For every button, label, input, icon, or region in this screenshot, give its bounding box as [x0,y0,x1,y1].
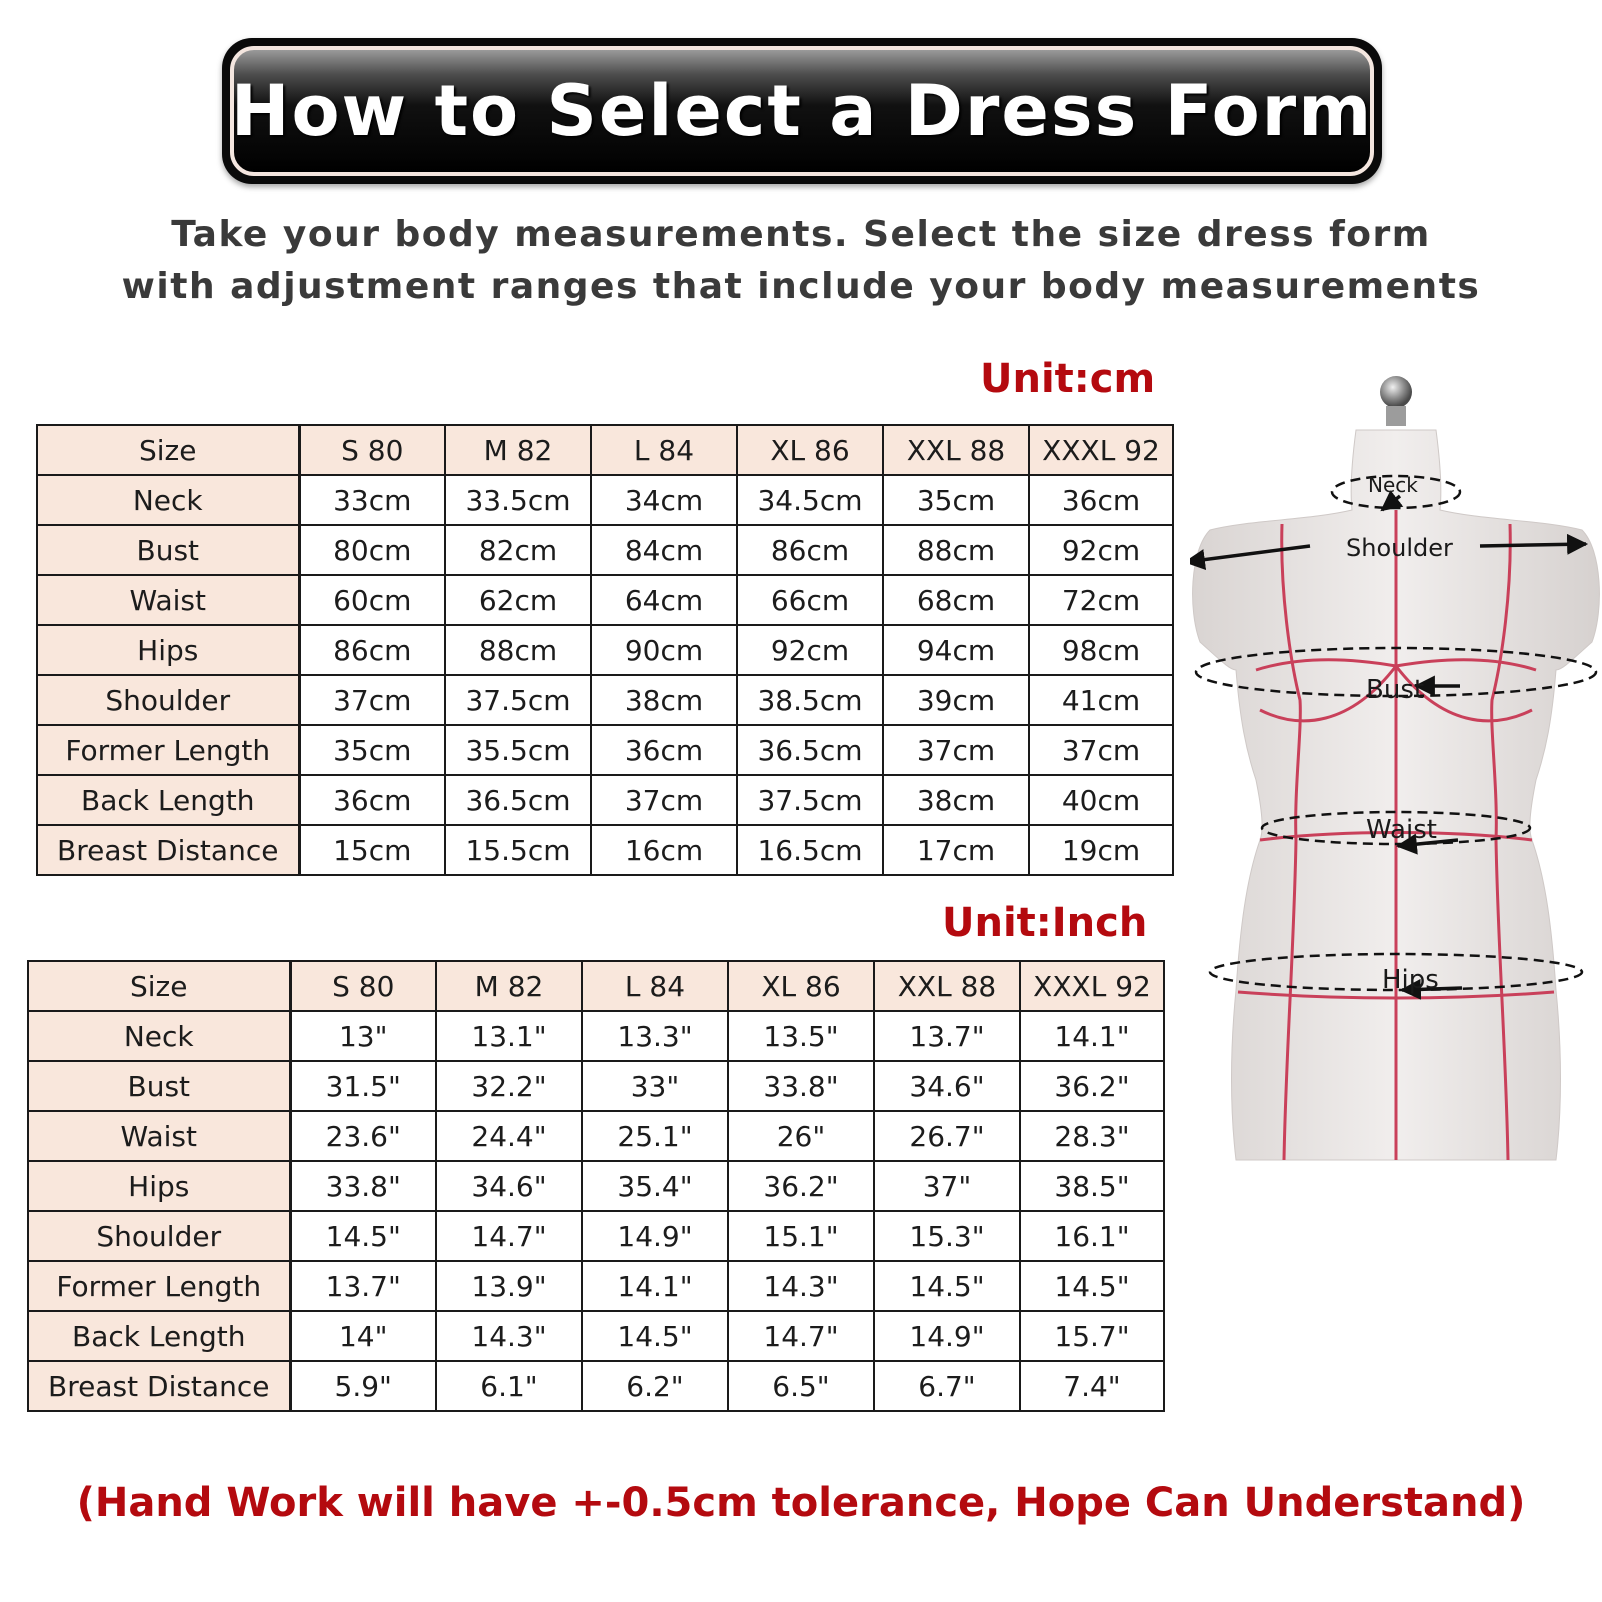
table-cell: 90cm [591,625,737,675]
table-row [37,775,1173,825]
table-cell: 35.4" [582,1161,728,1211]
table-cell: 14.5" [290,1211,436,1261]
table-cell: 35cm [883,475,1029,525]
table-cell: 5.9" [290,1361,436,1411]
table-cell: 14.1" [1020,1011,1164,1061]
table-cell: 13.5" [728,1011,874,1061]
table-cell: 72cm [1029,575,1173,625]
table-row [28,1011,1164,1061]
table-cell: 36.5cm [737,725,883,775]
table-cell: 33.8" [290,1161,436,1211]
table-cell: 36.2" [1020,1061,1164,1111]
row-label-cell: Bust [37,525,299,575]
table-cell: 34cm [591,475,737,525]
neck-label: Neck [1368,473,1418,497]
table-header-row [37,425,1173,475]
table-cell: 86cm [299,625,445,675]
table-cell: 36.2" [728,1161,874,1211]
table-cell: 15.1" [728,1211,874,1261]
table-cell: 66cm [737,575,883,625]
table-cell: 86cm [737,525,883,575]
hips-label: Hips [1382,965,1439,995]
table-cell: 38cm [883,775,1029,825]
table-cell: 16cm [591,825,737,875]
table-header-cell: XXL 88 [874,961,1020,1011]
table-cell: 6.7" [874,1361,1020,1411]
table-row [28,1161,1164,1211]
table-cell: 6.5" [728,1361,874,1411]
table-cell: 68cm [883,575,1029,625]
table-header-cell: XL 86 [737,425,883,475]
table-cell: 15.7" [1020,1311,1164,1361]
table-cell: 15.3" [874,1211,1020,1261]
table-cell: 26" [728,1111,874,1161]
table-cell: 88cm [883,525,1029,575]
table-cell: 62cm [445,575,591,625]
table-header-cell: Size [37,425,299,475]
table-cell: 33cm [299,475,445,525]
table-cell: 40cm [1029,775,1173,825]
table-cell: 15cm [299,825,445,875]
table-header-row [28,961,1164,1011]
table-header-cell: L 84 [591,425,737,475]
table-cell: 14.9" [582,1211,728,1261]
table-row [28,1061,1164,1111]
row-label-cell: Back Length [28,1311,290,1361]
row-label-cell: Waist [28,1111,290,1161]
size-table-cm-body [37,425,1173,875]
table-cell: 14.9" [874,1311,1020,1361]
table-cell: 31.5" [290,1061,436,1111]
row-label-cell: Former Length [28,1261,290,1311]
size-table-inch [27,960,1165,1412]
table-cell: 38.5" [1020,1161,1164,1211]
row-label-cell: Former Length [37,725,299,775]
unit-label-inch: Unit:Inch [942,900,1148,946]
table-row [28,1261,1164,1311]
table-row [37,725,1173,775]
table-row [37,525,1173,575]
table-cell: 60cm [299,575,445,625]
table-cell: 14.5" [1020,1261,1164,1311]
row-label-cell: Hips [37,625,299,675]
table-row [37,675,1173,725]
dress-form-knob [1380,376,1412,408]
table-cell: 33.5cm [445,475,591,525]
unit-label-cm: Unit:cm [980,356,1156,402]
table-cell: 6.1" [436,1361,582,1411]
row-label-cell: Bust [28,1061,290,1111]
table-cell: 7.4" [1020,1361,1164,1411]
table-header-cell: XXXL 92 [1020,961,1164,1011]
waist-label: Waist [1366,815,1437,845]
table-cell: 28.3" [1020,1111,1164,1161]
table-row [37,575,1173,625]
table-cell: 13.1" [436,1011,582,1061]
table-header-cell: L 84 [582,961,728,1011]
size-table-inch-body [28,961,1164,1411]
table-row [37,625,1173,675]
tolerance-note: (Hand Work will have +-0.5cm tolerance, Hope Can Understand) [76,1480,1526,1526]
table-cell: 33.8" [728,1061,874,1111]
table-cell: 88cm [445,625,591,675]
table-cell: 13.7" [290,1261,436,1311]
table-cell: 16.5cm [737,825,883,875]
table-cell: 13.7" [874,1011,1020,1061]
row-label-cell: Hips [28,1161,290,1211]
table-cell: 24.4" [436,1111,582,1161]
table-cell: 80cm [299,525,445,575]
shoulder-arrow-right [1480,544,1586,546]
table-cell: 37.5cm [737,775,883,825]
row-label-cell: Breast Distance [28,1361,290,1411]
subtitle-line-2: with adjustment ranges that include your body measurements [121,266,1481,307]
shoulder-label: Shoulder [1346,534,1453,562]
table-cell: 39cm [883,675,1029,725]
title-banner-inner [230,46,1374,176]
table-cell: 38cm [591,675,737,725]
table-cell: 14.1" [582,1261,728,1311]
table-row [28,1311,1164,1361]
table-cell: 14.5" [874,1261,1020,1311]
table-cell: 23.6" [290,1111,436,1161]
table-row [37,475,1173,525]
table-cell: 16.1" [1020,1211,1164,1261]
table-cell: 34.6" [436,1161,582,1211]
table-cell: 13" [290,1011,436,1061]
table-cell: 37" [874,1161,1020,1211]
row-label-cell: Shoulder [37,675,299,725]
table-cell: 6.2" [582,1361,728,1411]
table-cell: 33" [582,1061,728,1111]
table-cell: 13.3" [582,1011,728,1061]
table-cell: 98cm [1029,625,1173,675]
table-row [28,1361,1164,1411]
table-cell: 32.2" [436,1061,582,1111]
bust-label: Bust [1366,675,1425,705]
title-banner [222,38,1382,184]
dress-form-stem [1386,406,1406,426]
table-cell: 94cm [883,625,1029,675]
table-cell: 19cm [1029,825,1173,875]
row-label-cell: Back Length [37,775,299,825]
table-cell: 13.9" [436,1261,582,1311]
table-cell: 14.3" [728,1261,874,1311]
table-cell: 14.7" [436,1211,582,1261]
table-cell: 14.3" [436,1311,582,1361]
table-cell: 64cm [591,575,737,625]
table-cell: 17cm [883,825,1029,875]
table-cell: 37.5cm [445,675,591,725]
table-cell: 37cm [591,775,737,825]
table-row [37,825,1173,875]
table-cell: 26.7" [874,1111,1020,1161]
table-cell: 25.1" [582,1111,728,1161]
table-cell: 36.5cm [445,775,591,825]
table-cell: 14.5" [582,1311,728,1361]
table-cell: 34.5cm [737,475,883,525]
table-header-cell: S 80 [290,961,436,1011]
table-header-cell: M 82 [445,425,591,475]
table-header-cell: Size [28,961,290,1011]
dress-form-illustration [1190,370,1602,1190]
row-label-cell: Neck [37,475,299,525]
table-cell: 36cm [299,775,445,825]
table-cell: 35.5cm [445,725,591,775]
page-title: How to Select a Dress Form [230,70,1374,152]
table-cell: 36cm [591,725,737,775]
table-cell: 82cm [445,525,591,575]
table-header-cell: XXXL 92 [1029,425,1173,475]
table-cell: 38.5cm [737,675,883,725]
table-cell: 34.6" [874,1061,1020,1111]
table-cell: 37cm [883,725,1029,775]
table-cell: 36cm [1029,475,1173,525]
table-header-cell: M 82 [436,961,582,1011]
table-cell: 92cm [1029,525,1173,575]
row-label-cell: Neck [28,1011,290,1061]
subtitle-line-1: Take your body measurements. Select the size dress form [171,214,1431,255]
table-cell: 92cm [737,625,883,675]
table-cell: 37cm [1029,725,1173,775]
table-row [28,1111,1164,1161]
size-table-cm [36,424,1174,876]
table-cell: 37cm [299,675,445,725]
table-header-cell: XL 86 [728,961,874,1011]
table-cell: 15.5cm [445,825,591,875]
row-label-cell: Waist [37,575,299,625]
table-cell: 14.7" [728,1311,874,1361]
table-cell: 35cm [299,725,445,775]
table-header-cell: S 80 [299,425,445,475]
row-label-cell: Breast Distance [37,825,299,875]
row-label-cell: Shoulder [28,1211,290,1261]
table-cell: 14" [290,1311,436,1361]
table-cell: 41cm [1029,675,1173,725]
table-cell: 84cm [591,525,737,575]
table-header-cell: XXL 88 [883,425,1029,475]
table-row [28,1211,1164,1261]
